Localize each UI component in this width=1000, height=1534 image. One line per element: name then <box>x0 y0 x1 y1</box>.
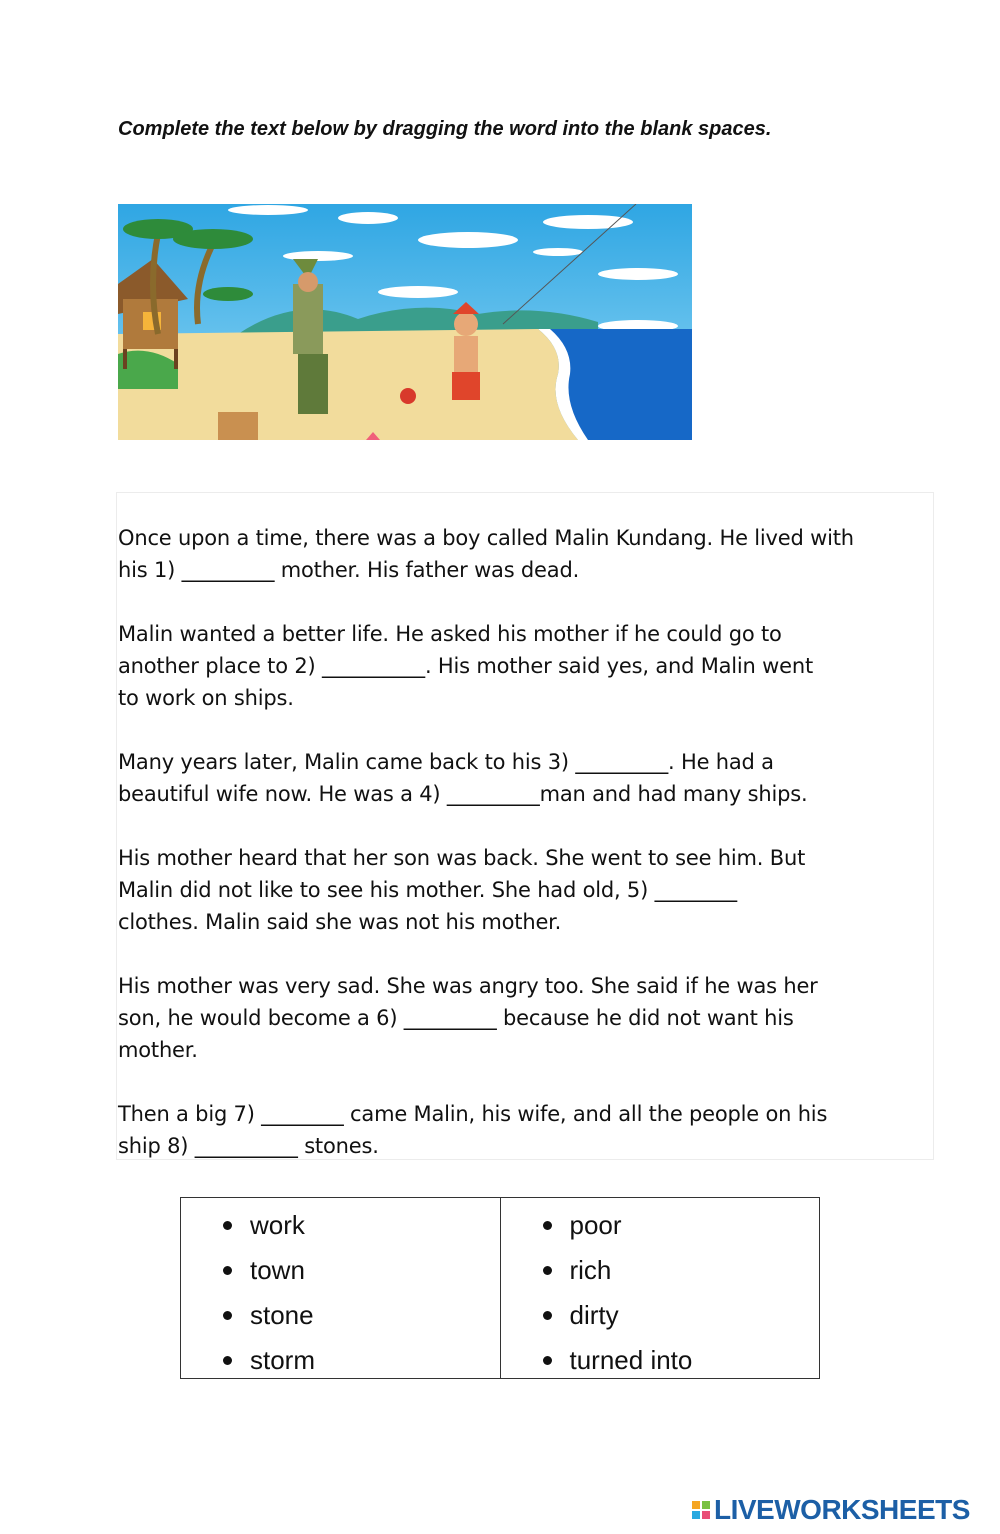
story-line: his 1) _________ mother. His father was dead. <box>118 558 580 582</box>
story-paragraph-4 <box>118 842 908 938</box>
beach-scene-svg <box>118 204 692 440</box>
logo-text: LIVEWORKSHEETS <box>714 1494 970 1525</box>
story-line: another place to 2) __________. His mother said yes, and Malin went <box>118 654 813 678</box>
story-line: to work on ships. <box>118 686 294 710</box>
word-bank-item[interactable] <box>181 1338 500 1383</box>
logo-mark-icon <box>692 1501 710 1519</box>
word-bank-item[interactable] <box>181 1203 500 1248</box>
bullet-icon <box>543 1266 552 1275</box>
story-paragraph-6 <box>118 1098 908 1162</box>
word-bank-item[interactable] <box>181 1248 500 1293</box>
sand <box>118 329 578 440</box>
word-bank-item[interactable] <box>501 1338 820 1383</box>
liveworksheets-logo <box>692 1494 970 1526</box>
story-line: Malin did not like to see his mother. She had old, 5) ________ <box>118 878 737 902</box>
crab <box>400 388 416 404</box>
story-paragraph-5 <box>118 970 908 1066</box>
bullet-icon <box>223 1221 232 1230</box>
wooden-box <box>218 412 258 440</box>
story-line: son, he would become a 6) _________ because he did not want his <box>118 1006 794 1030</box>
word-bank-item[interactable] <box>501 1248 820 1293</box>
bullet-icon <box>223 1311 232 1320</box>
word-label: rich <box>569 1255 612 1285</box>
story-line: mother. <box>118 1038 198 1062</box>
word-label: stone <box>250 1300 314 1330</box>
story-paragraph-1 <box>118 522 908 586</box>
story-line: His mother heard that her son was back. She went to see him. But <box>118 846 806 870</box>
story-paragraph-3 <box>118 746 908 810</box>
word-bank-item[interactable] <box>501 1203 820 1248</box>
story-line: Many years later, Malin came back to his 3) _________. He had a <box>118 750 774 774</box>
word-label: poor <box>569 1210 622 1240</box>
story-line: beautiful wife now. He was a 4) _________man and had many ships. <box>118 782 808 806</box>
story-line: Then a big 7) ________ came Malin, his wife, and all the people on his <box>118 1102 828 1126</box>
beach-scene-illustration <box>118 204 692 440</box>
bullet-icon <box>543 1311 552 1320</box>
instruction-text: Complete the text below by dragging the word into the blank spaces. <box>118 118 772 140</box>
story-line: Once upon a time, there was a boy called Malin Kundang. He lived with <box>118 526 854 550</box>
story-line: His mother was very sad. She was angry too. She said if he was her <box>118 974 818 998</box>
word-label: dirty <box>569 1300 619 1330</box>
bullet-icon <box>223 1356 232 1365</box>
word-label: turned into <box>569 1345 693 1375</box>
word-bank-item[interactable] <box>181 1293 500 1338</box>
story-paragraph-2 <box>118 618 908 714</box>
word-bank-table <box>180 1197 820 1379</box>
bullet-icon <box>543 1221 552 1230</box>
word-label: storm <box>250 1345 315 1375</box>
story-line: clothes. Malin said she was not his mother. <box>118 910 562 934</box>
word-bank-item[interactable] <box>501 1293 820 1338</box>
bullet-icon <box>223 1266 232 1275</box>
story-line: ship 8) __________ stones. <box>118 1134 379 1158</box>
word-label: work <box>250 1210 305 1240</box>
word-bank-left-column <box>181 1198 500 1378</box>
word-label: town <box>250 1255 305 1285</box>
bullet-icon <box>543 1356 552 1365</box>
story-line: Malin wanted a better life. He asked his mother if he could go to <box>118 622 782 646</box>
word-bank-right-column <box>500 1198 820 1378</box>
